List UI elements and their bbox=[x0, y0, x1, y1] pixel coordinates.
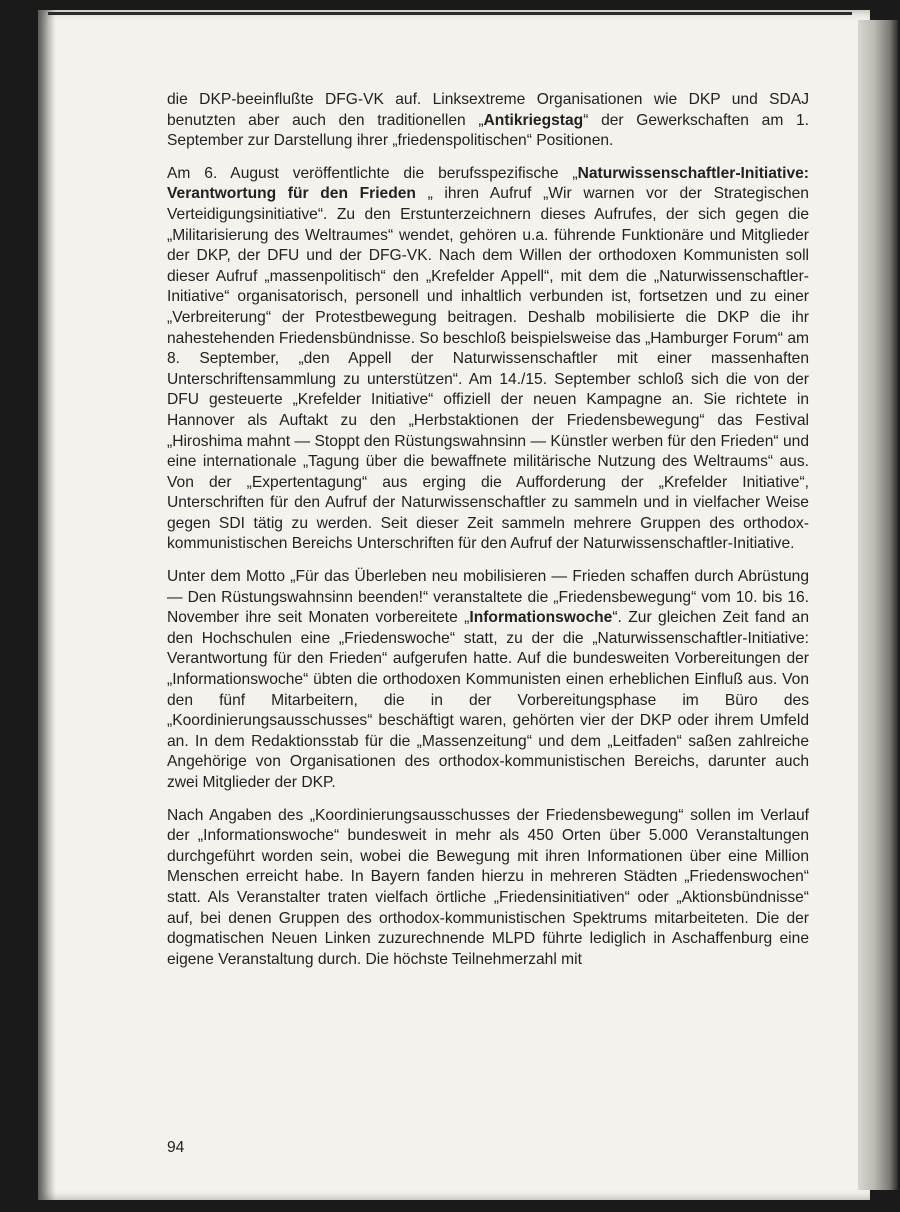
text-run: Am 6. August veröffentlichte die berufsspezifische „ bbox=[167, 164, 578, 182]
paragraph bbox=[167, 90, 809, 152]
bold-term: Naturwissenschaftler-Initiative: Verantwortung für den Frieden bbox=[167, 164, 809, 203]
paragraph bbox=[167, 567, 809, 794]
body-text bbox=[167, 90, 809, 982]
text-run: Unter dem Motto „Für das Überleben neu mobilisieren — Frieden schaffen durch Abrüstung — Den Rüstungswahnsinn beenden!“ veranstaltete die „Friedensbewegung“ vom 10. bis 16. November ihre seit Monaten vorbereitete „ bbox=[167, 568, 809, 627]
text-run: die DKP-beeinflußte DFG-VK auf. Linksextreme Organisationen wie DKP und SDAJ benutzten aber auch den traditionellen „ bbox=[167, 91, 809, 129]
text-run: “. Zur gleichen Zeit fand an den Hochschulen eine „Friedenswoche“ statt, zu der die „Naturwissenschaftler-Initiative: Verantwortung für den Frieden“ aufgerufen hatte. Auf die bundesweiten Vorbereitungen der „Informationswoche“ übten die orthodoxen Kommunisten einen erheblichen Einfluß aus. Von den fünf Mitarbeitern, die in der Vorbereitungsphase im Büro des „Koordinierungsausschusses“ beschäftigt waren, gehörten vier der DKP oder ihrem Umfeld an. In dem Redaktionsstab für die „Massenzeitung“ und dem „Leitfaden“ saßen zahlreiche Angehörige von Organisationen des orthodox-kommunistischen Bereichs, darunter auch zwei Mitglieder der DKP. bbox=[167, 609, 809, 791]
bold-term: Antikriegstag bbox=[483, 111, 584, 129]
page-edge-stack bbox=[858, 20, 898, 1190]
text-run: Nach Angaben des „Koordinierungsausschusses der Friedensbewegung“ sollen im Verlauf der „Informationswoche“ bundesweit in mehr als 450 Orten über 5.000 Veranstaltungen durchgeführt worden sein, wobei die Bewegung mit ihren Informationen über eine Million Menschen erreicht habe. In Bayern fanden hierzu in mehreren Städten „Friedenswochen“ statt. Als Veranstalter traten vielfach örtliche „Friedensinitiativen“ oder „Aktionsbündnisse“ auf, bei denen Gruppen des orthodox-kommunistischen Spektrums mitarbeiteten. Die der dogmatischen Neuen Linken zuzurechnende MLPD führte lediglich in Aschaffenburg eine eigene Veranstaltung durch. Die höchste Teilnehmerzahl mit bbox=[167, 806, 809, 968]
top-edge-shadow bbox=[48, 12, 852, 15]
paragraph bbox=[167, 806, 809, 971]
text-run: „ ihren Aufruf „Wir warnen vor der Strategischen Verteidigungsinitiative“. Zu den Erstunterzeichnern dieses Aufrufes, der sich gegen die „Militarisierung des Weltraumes“ wendet, gehören u.a. führende Funktionäre und Mitglieder der DKP, der DFU und der DFG-VK. Nach dem Willen der orthodoxen Kommunisten soll dieser Aufruf „massenpolitisch“ den „Krefelder Appell“, mit dem die „Naturwissenschaftler- Initiative“ organisatorisch, personell und inhaltlich verbunden ist, fortsetzen und zu einer „Verbreiterung“ der Protestbewegung beitragen. Deshalb mobilisierte die DKP die ihr nahestehenden Friedensbündnisse. So beschloß beispielsweise das „Hamburger Forum“ am 8. September, „den Appell der Naturwissenschaftler mit einer massenhaften Unterschriftensammlung zu unterstützen“. Am 14./15. September schloß sich die von der DFU gesteuerte „Krefelder Initiative“ offiziell der neuen Kampagne an. Sie richtete in Hannover als Auftakt zu den „Herbstaktionen der Friedensbewegung“ das Festival „Hiroshima mahnt — Stoppt den Rüstungswahnsinn — Künstler werben für den Frieden“ und eine internationale „Tagung über die bewaffnete militärische Nutzung des Weltraums“ aus. Von der „Expertentagung“ aus erging die Aufforderung der „Krefelder Initiative“, Unterschriften für den Aufruf der Naturwissenschaftler zu sammeln und in vielfacher Weise gegen SDI tätig zu werden. Seit dieser Zeit sammeln mehrere Gruppen des orthodox-kommunistischen Bereichs Unterschriften für den Aufruf der Naturwissenschaftler-Initiative. bbox=[167, 185, 809, 553]
page-number: 94 bbox=[167, 1139, 185, 1156]
text-run: “ der Gewerkschaften am 1. September zur Darstellung ihrer „friedenspolitischen“ Positionen. bbox=[167, 111, 809, 150]
bold-term: Informationswoche bbox=[469, 609, 613, 627]
binding-shadow bbox=[38, 10, 56, 1200]
paragraph bbox=[167, 164, 809, 555]
